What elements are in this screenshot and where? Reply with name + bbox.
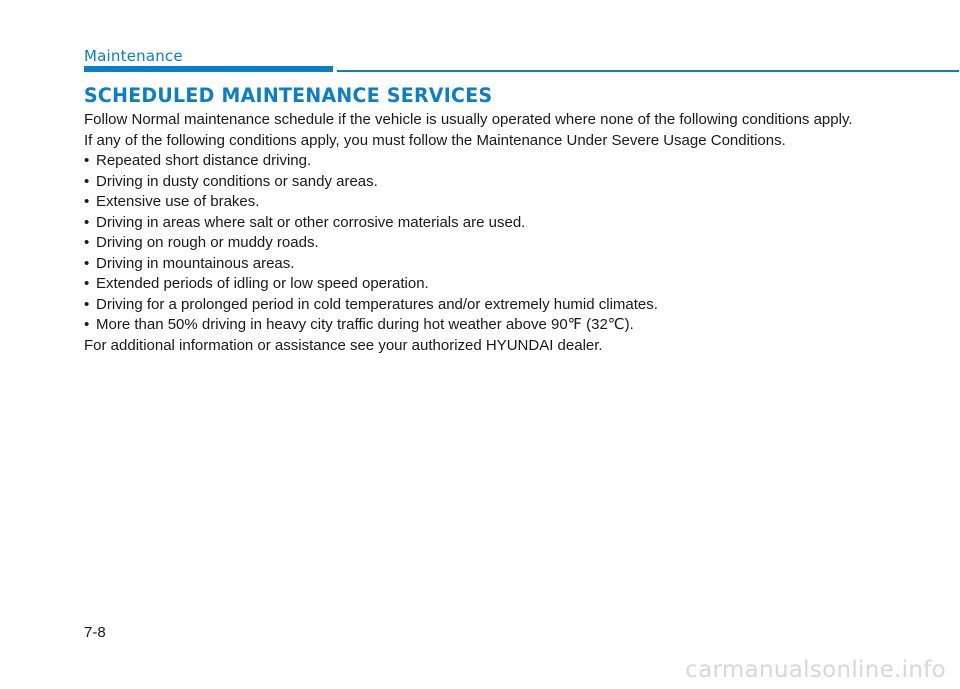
conditions-list [84, 151, 944, 336]
list-item-text: Driving in mountainous areas. [96, 254, 295, 272]
list-item [84, 151, 944, 172]
header-rule-thin [337, 70, 959, 72]
section-label: Maintenance [84, 47, 183, 65]
list-item [84, 213, 944, 234]
bullet: • [84, 234, 90, 251]
list-item [84, 192, 944, 213]
list-item-text: Driving in dusty conditions or sandy areas. [96, 172, 378, 190]
bullet: • [84, 213, 90, 231]
list-item-text: Extended periods of idling or low speed operation. [96, 275, 429, 292]
list-item [84, 295, 944, 316]
list-item-text: Driving on rough or muddy roads. [96, 234, 319, 251]
list-item [84, 254, 944, 275]
bullet: • [84, 193, 90, 210]
list-item-text: Driving for a prolonged period in cold temperatures and/or extremely humid climates. [96, 295, 658, 313]
content-body [84, 110, 944, 356]
list-item [84, 315, 944, 336]
watermark: carmanualsonline.info [685, 657, 946, 683]
bullet: • [84, 295, 90, 313]
intro-paragraph-2: If any of the following conditions apply, you must follow the Maintenance Under Severe Usage Conditions. [84, 131, 786, 149]
closing-paragraph: For additional information or assistance see your authorized HYUNDAI dealer. [84, 336, 603, 354]
list-item [84, 172, 944, 193]
list-item-text: More than 50% driving in heavy city traffic during hot weather above 90℉ (32℃). [96, 316, 634, 333]
list-item [84, 233, 944, 254]
list-item-text: Repeated short distance driving. [96, 152, 312, 169]
page-number: 7-8 [84, 624, 106, 641]
bullet: • [84, 275, 90, 292]
bullet: • [84, 316, 90, 333]
bullet: • [84, 152, 90, 169]
list-item-text: Driving in areas where salt or other corrosive materials are used. [96, 213, 526, 231]
bullet: • [84, 254, 90, 272]
list-item [84, 274, 944, 295]
intro-paragraph-1: Follow Normal maintenance schedule if the vehicle is usually operated where none of the following conditions apply. [84, 111, 853, 128]
list-item-text: Extensive use of brakes. [96, 193, 260, 210]
header-rule-thick [84, 66, 333, 72]
bullet: • [84, 172, 90, 190]
page-heading: SCHEDULED MAINTENANCE SERVICES [84, 84, 493, 107]
